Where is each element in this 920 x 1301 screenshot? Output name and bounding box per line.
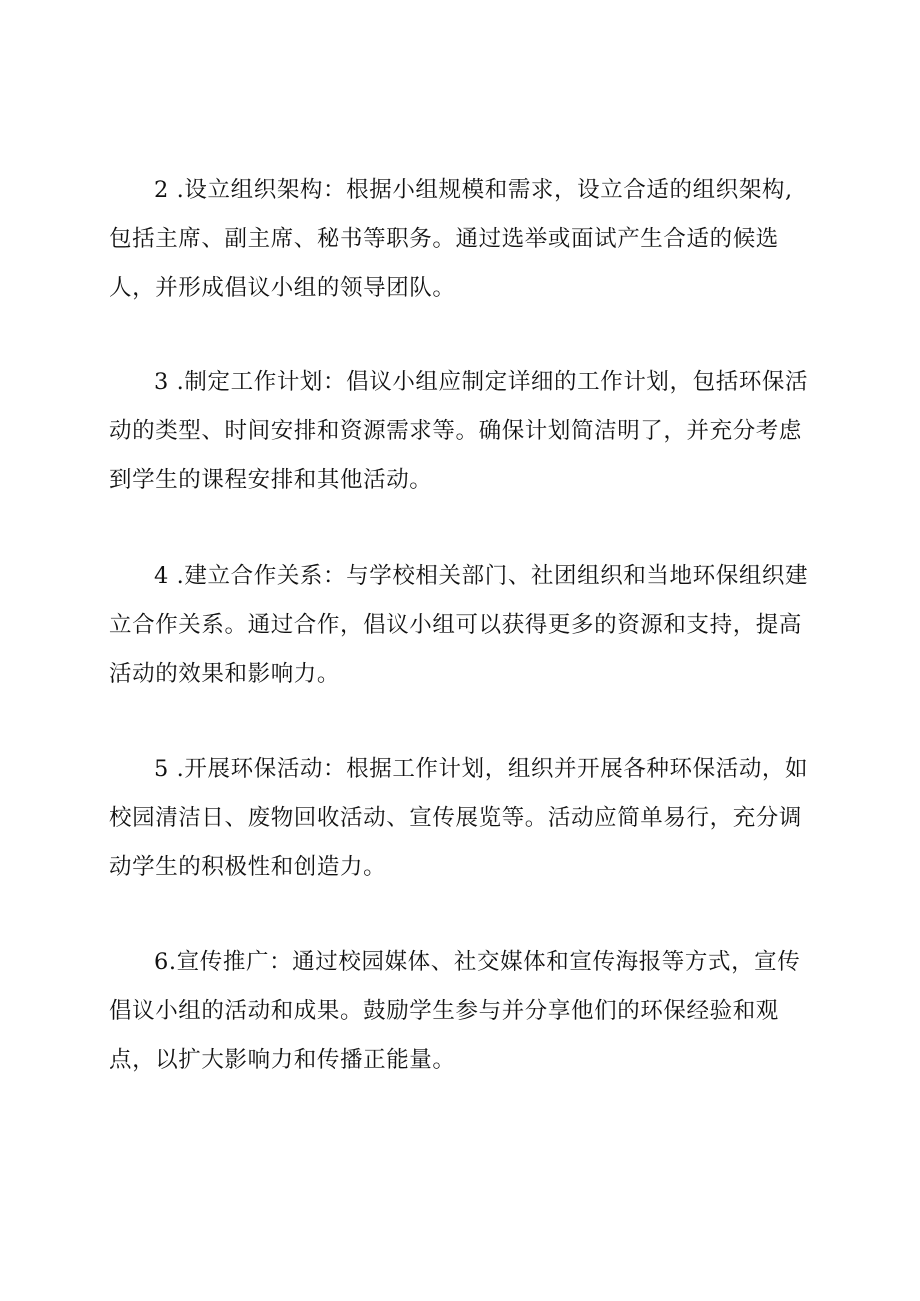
paragraph-line: 动学生的积极性和创造力。	[109, 854, 387, 880]
paragraph-line: 立合作关系。通过合作，倡议小组可以获得更多的资源和支持，提高	[109, 612, 803, 638]
paragraph-item-6	[109, 938, 821, 1085]
paragraph-line: 3 .制定工作计划：倡议小组应制定详细的工作计划，包括环保活	[154, 369, 809, 395]
paragraph-line: 5 .开展环保活动：根据工作计划，组织并开展各种环保活动，如	[154, 756, 809, 782]
paragraph-item-5	[109, 745, 821, 892]
paragraph-line: 6.宣传推广：通过校园媒体、社交媒体和宣传海报等方式，宣传	[154, 949, 801, 975]
paragraph-line: 动的类型、时间安排和资源需求等。确保计划简洁明了，并充分考虑	[109, 418, 803, 444]
paragraph-line: 活动的效果和影响力。	[109, 661, 341, 687]
paragraph-line: 4 .建立合作关系：与学校相关部门、社团组织和当地环保组织建	[154, 563, 809, 589]
paragraph-item-3	[109, 358, 821, 505]
paragraph-line: 校园清洁日、废物回收活动、宣传展览等。活动应简单易行，充分调	[109, 805, 803, 831]
paragraph-line: 包括主席、副主席、秘书等职务。通过选举或面试产生合适的候选	[109, 226, 779, 252]
paragraph-line: 2 .设立组织架构：根据小组规模和需求，设立合适的组织架构,	[154, 177, 793, 203]
paragraph-item-4	[109, 552, 821, 699]
paragraph-item-2	[109, 166, 821, 313]
paragraph-line: 到学生的课程安排和其他活动。	[109, 467, 433, 493]
paragraph-line: 点，以扩大影响力和传播正能量。	[109, 1047, 456, 1073]
paragraph-line: 倡议小组的活动和成果。鼓励学生参与并分享他们的环保经验和观	[109, 998, 779, 1024]
paragraph-line: 人，并形成倡议小组的领导团队。	[109, 275, 456, 301]
